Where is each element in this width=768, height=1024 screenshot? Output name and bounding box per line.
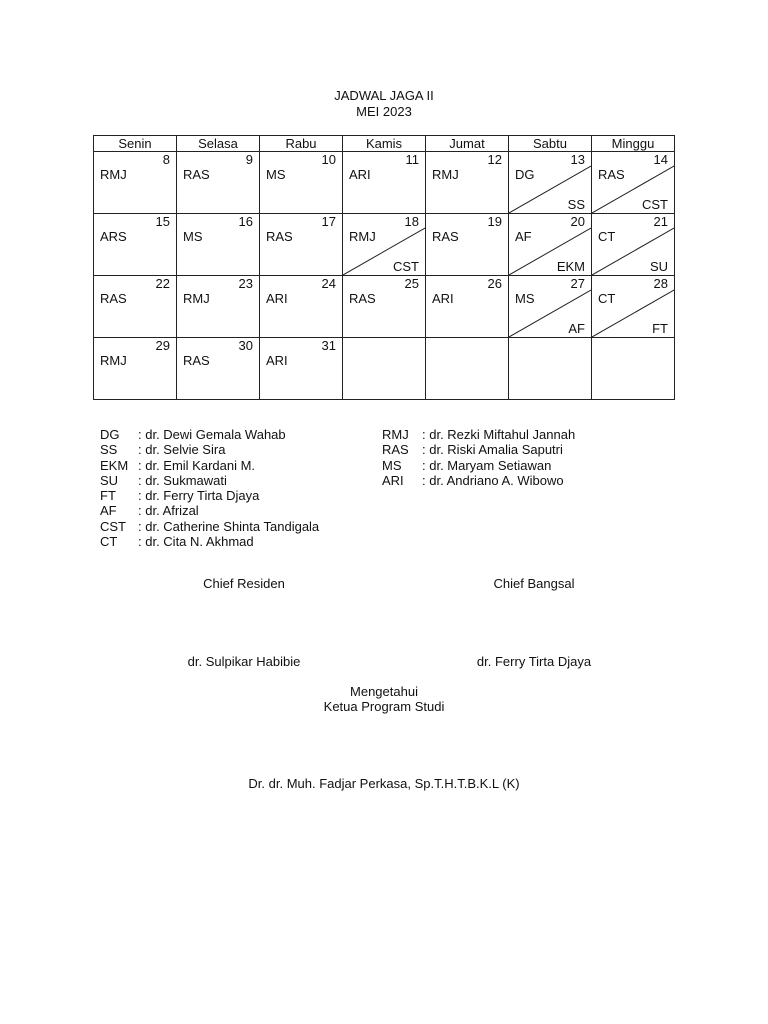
weekday-header: Jumat [426,136,509,152]
legend-right [382,427,575,488]
calendar-day-cell [94,214,177,276]
duty-code: RMJ [100,353,127,368]
chief-resident-name: dr. Sulpikar Habibie [187,654,301,669]
legend-entry [100,442,319,457]
second-duty-code: SS [567,197,585,212]
duty-calendar [93,135,675,400]
legend-entry [100,458,319,473]
day-number: 28 [653,276,668,291]
calendar-day-cell [426,276,509,338]
calendar-day-cell [343,214,426,276]
legend-doctor-name: : dr. Selvie Sira [138,442,226,458]
schedule-month: MEI 2023 [356,104,412,119]
legend-code: RMJ [382,427,409,442]
day-number: 22 [155,276,170,291]
weekday-header: Sabtu [509,136,592,152]
calendar-day-cell [260,276,343,338]
legend-left [100,427,319,549]
day-number: 11 [405,152,419,167]
calendar-week-row [94,152,675,214]
legend-doctor-name: : dr. Emil Kardani M. [138,457,256,473]
legend-code: AF [100,503,117,519]
duty-code: MS [515,291,535,306]
day-number: 20 [570,214,585,229]
legend-entry [382,427,575,442]
duty-code: RMJ [349,229,376,244]
calendar-day-cell [343,338,426,400]
second-duty-code: SU [649,259,668,274]
legend-code: CST [100,518,126,534]
duty-code: AF [515,229,532,244]
legend-code: RAS [382,442,409,458]
legend-code: SS [100,442,118,458]
legend-doctor-name: : dr. Rezki Miftahul Jannah [422,427,576,442]
legend-code: EKM [100,457,129,473]
legend-code: ARI [382,472,404,488]
legend-doctor-name: : dr. Andriano A. Wibowo [422,472,564,488]
legend-entry [100,534,319,549]
legend-entry [382,458,575,473]
chief-ward-role: Chief Bangsal [493,576,575,591]
legend-code: FT [100,488,116,504]
legend-code: SU [100,472,119,488]
calendar-day-cell [592,152,675,214]
day-number: 14 [653,152,668,167]
duty-code: RAS [349,291,376,306]
schedule-title: JADWAL JAGA II [334,88,434,103]
weekday-header: Minggu [592,136,675,152]
calendar-day-cell [426,338,509,400]
legend-entry [382,442,575,457]
legend-doctor-name: : dr. Sukmawati [138,472,227,488]
day-number: 19 [487,214,502,229]
calendar-day-cell [260,338,343,400]
approval-name: Dr. dr. Muh. Fadjar Perkasa, Sp.T.H.T.B.K.L (K) [248,776,520,791]
calendar-week-row [94,214,675,276]
legend-doctor-name: : dr. Maryam Setiawan [422,457,552,473]
legend-entry [382,473,575,488]
legend-code: DG [100,427,120,442]
approval-role: Ketua Program Studi [323,699,445,714]
calendar-week-row [94,276,675,338]
duty-code: ARI [432,291,454,306]
duty-code: ARS [100,229,127,244]
legend-entry [100,488,319,503]
calendar-day-cell [509,214,592,276]
duty-code: RAS [432,229,459,244]
legend-entry [100,503,319,518]
calendar-day-cell [592,338,675,400]
weekday-header: Selasa [177,136,260,152]
legend-doctor-name: : dr. Cita N. Akhmad [138,534,254,550]
legend-doctor-name: : dr. Dewi Gemala Wahab [138,427,286,442]
duty-code: RAS [266,229,293,244]
day-number: 8 [162,152,170,167]
calendar-body [94,152,675,400]
weekday-header: Kamis [343,136,426,152]
schedule-title-block [0,88,768,120]
calendar-day-cell [592,276,675,338]
calendar-day-cell [94,276,177,338]
duty-code: RAS [598,167,625,182]
day-number: 15 [155,214,170,229]
duty-code: DG [515,167,535,182]
calendar-day-cell [94,152,177,214]
duty-code: MS [183,229,203,244]
duty-code: CT [598,229,616,244]
second-duty-code: CST [393,259,419,274]
legend-doctor-name: : dr. Afrizal [138,503,199,519]
legend-doctor-name: : dr. Ferry Tirta Djaya [138,488,260,504]
duty-code: ARI [266,353,288,368]
duty-code: ARI [349,167,371,182]
calendar-day-cell [177,214,260,276]
day-number: 16 [238,214,253,229]
day-number: 29 [155,338,170,353]
approval-label: Mengetahui [350,684,418,699]
day-number: 21 [653,214,668,229]
calendar-day-cell [509,338,592,400]
duty-code: RAS [183,167,210,182]
day-number: 23 [238,276,253,291]
day-number: 9 [245,152,253,167]
calendar-day-cell [343,276,426,338]
duty-code: MS [266,167,286,182]
duty-code: ARI [266,291,288,306]
day-number: 18 [404,214,419,229]
calendar-day-cell [343,152,426,214]
weekday-header: Rabu [260,136,343,152]
legend-doctor-name: : dr. Riski Amalia Saputri [422,442,563,458]
calendar-day-cell [177,276,260,338]
calendar-day-cell [177,338,260,400]
day-number: 12 [487,152,502,167]
duty-code: RMJ [100,167,127,182]
day-number: 26 [487,276,502,291]
calendar-week-row [94,338,675,400]
legend-entry [100,519,319,534]
day-number: 27 [570,276,585,291]
day-number: 13 [570,152,585,167]
calendar-day-cell [592,214,675,276]
calendar-day-cell [509,152,592,214]
second-duty-code: CST [642,197,668,212]
duty-code: RAS [100,291,127,306]
legend-doctor-name: : dr. Catherine Shinta Tandigala [138,518,320,534]
chief-ward-name: dr. Ferry Tirta Djaya [476,654,592,669]
second-duty-code: FT [652,321,668,336]
day-number: 17 [321,214,336,229]
day-number: 24 [321,276,336,291]
weekday-header: Senin [94,136,177,152]
day-number: 25 [404,276,419,291]
legend-code: MS [382,457,402,473]
day-number: 31 [321,338,336,353]
legend-entry [100,427,319,442]
weekday-header-row [94,136,675,152]
calendar-day-cell [260,152,343,214]
calendar-day-cell [509,276,592,338]
legend-code: CT [100,534,118,550]
day-number: 10 [321,152,336,167]
calendar-day-cell [260,214,343,276]
calendar-day-cell [426,152,509,214]
duty-code: CT [598,291,616,306]
duty-code: RMJ [432,167,459,182]
duty-code: RAS [183,353,210,368]
duty-code: RMJ [183,291,210,306]
calendar-day-cell [94,338,177,400]
calendar-day-cell [426,214,509,276]
second-duty-code: AF [568,321,585,336]
day-number: 30 [238,338,253,353]
second-duty-code: EKM [556,259,585,274]
calendar-day-cell [177,152,260,214]
chief-resident-role: Chief Residen [203,576,285,591]
legend-entry [100,473,319,488]
